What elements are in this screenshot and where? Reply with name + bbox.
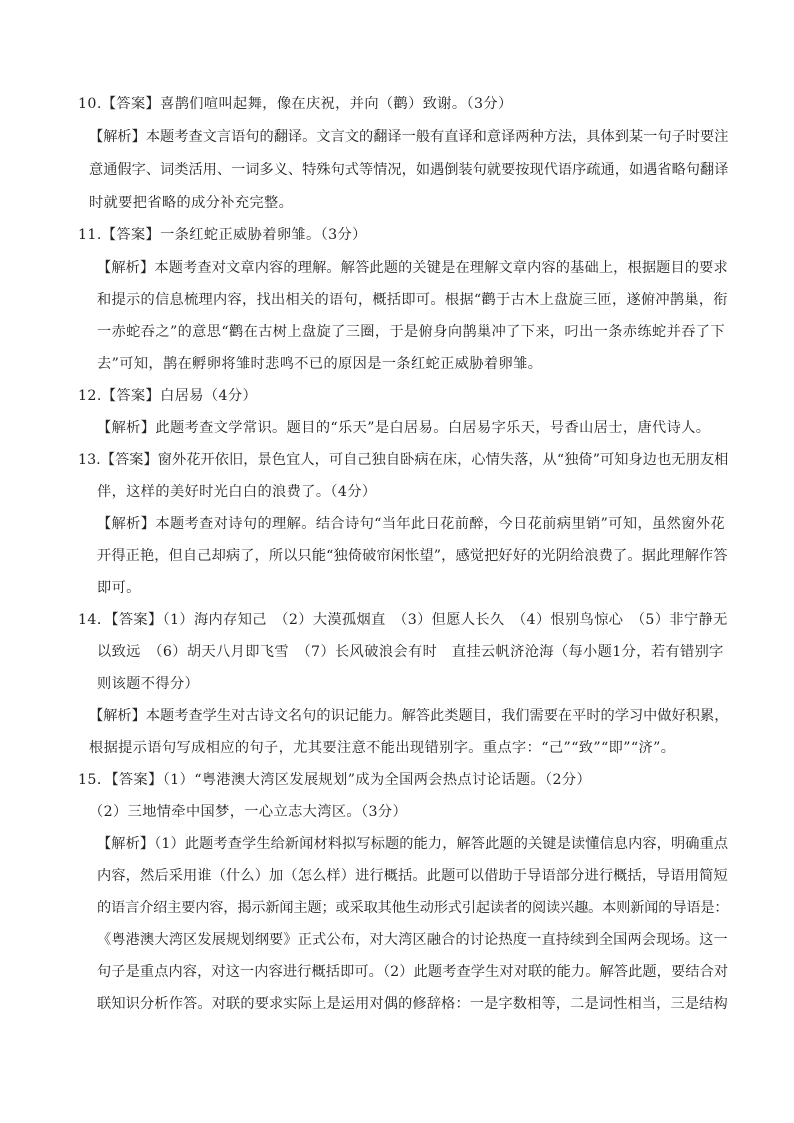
q15-answer: （2）三地情牵中国梦，一心立志大湾区。（3分） [89,804,408,820]
q11-analysis-line: 【解析】本题考查对文章内容的理解。解答此题的关键是在理解文章内容的基础上，根据题目的要求 [97,260,728,276]
q13-analysis-line: 【解析】本题考查对诗句的理解。结合诗句“当年此日花前醉，今日花前病里销”可知，虽然窗外花 [97,516,725,532]
q15-analysis-line: 联知识分析作答。对联的要求实际上是运用对偶的修辞格：一是字数相等，二是词性相当，三是结构 [97,996,728,1012]
q10-analysis-line: 时就要把省略的成分补充完整。 [89,195,294,211]
q10-analysis-line: 意通假字、词类活用、一词多义、特殊句式等情况，如遇倒装句就要按现代语序疏通，如遇省略句翻译 [89,162,729,178]
q11-answer: 11.【答案】一条红蛇正威胁着卵雏。（3分） [78,227,367,243]
q10-answer: 10.【答案】喜鹊们喧叫起舞，像在庆祝，并向（鹳）致谢。（3分） [78,96,513,112]
q14-analysis-line: 【解析】本题考查学生对古诗文名句的识记能力。解答此类题目，我们需要在平时的学习中做好积累， [89,708,729,724]
q15-analysis-line: 内容，然后采用谁（什么）加（怎么样）进行概括。此题可以借助于导语部分进行概括，导语用简短 [97,868,728,884]
q13-analysis-line: 即可。 [97,580,141,596]
q11-analysis-line: 和提示的信息梳理内容，找出相关的语句，概括即可。根据“鹳于古木上盘旋三匝，遂俯冲鹊巢，衔 [97,292,728,308]
q15-analysis-line: 句子是重点内容，对这一内容进行概括即可。（2）此题考查学生对对联的能力。解答此题，要结合对 [97,964,729,980]
q15-analysis-line: 【解析】（1）此题考查学生给新闻材料拟写标题的能力，解答此题的关键是读懂信息内容，明确重点 [97,836,729,852]
q14-answer: 以致远 （6）胡天八月即飞雪 （7）长风破浪会有时 直挂云帆济沧海（每小题1分，若有错别字 [97,644,724,660]
q13-analysis-line: 开得正艳，但自己却病了，所以只能“独倚破帘闲怅望”，感觉把好好的光阴给浪费了。据此理解作答 [97,548,728,564]
q12-answer: 12.【答案】白居易（4分） [78,388,258,404]
q10-analysis-line: 【解析】本题考查文言语句的翻译。文言文的翻译一般有直译和意译两种方法，具体到某一句子时要注 [89,129,729,145]
q11-analysis-line: 一赤蛇吞之”的意思“鹳在古树上盘旋了三圈，于是俯身向鹊巢冲了下来，叼出一条赤练蛇并吞了下 [97,324,725,340]
q12-analysis-line: 【解析】此题考查文学常识。题目的“乐天”是白居易。白居易字乐天，号香山居士，唐代诗人。 [97,420,711,436]
q15-analysis-line: 的语言介绍主要内容，揭示新闻主题；或采取其他生动形式引起读者的阅读兴趣。本则新闻的导语是： [97,900,729,916]
q15-analysis-line: 《粤港澳大湾区发展规划纲要》正式公布，对大湾区融合的讨论热度一直持续到全国两会现场。这一 [97,932,728,948]
q13-answer: 13.【答案】窗外花开依旧，景色宜人，可自己独自卧病在床，心情失落，从“独倚”可知身边也无朋友相 [78,452,729,468]
q13-answer: 伴，这样的美好时光白白的浪费了。（4分） [97,484,377,500]
q11-analysis-line: 去”可知，鹊在孵卵将雏时悲鸣不已的原因是一条红蛇正威胁着卵雏。 [97,356,543,372]
q14-answer: 则该题不得分） [97,676,200,692]
q15-answer: 15．【答案】（1）“粤港澳大湾区发展规划”成为全国两会热点讨论话题。（2分） [78,772,592,788]
q14-analysis-line: 根据提示语句写成相应的句子，尤其要注意不能出现错别字。重点字：“己”“致”“即”“济”。 [89,740,676,756]
q14-answer: 14．【答案】（1）海内存知己 （2）大漠孤烟直 （3）但愿人长久 （4）恨别鸟惊心 （5）非宁静无 [78,612,728,628]
